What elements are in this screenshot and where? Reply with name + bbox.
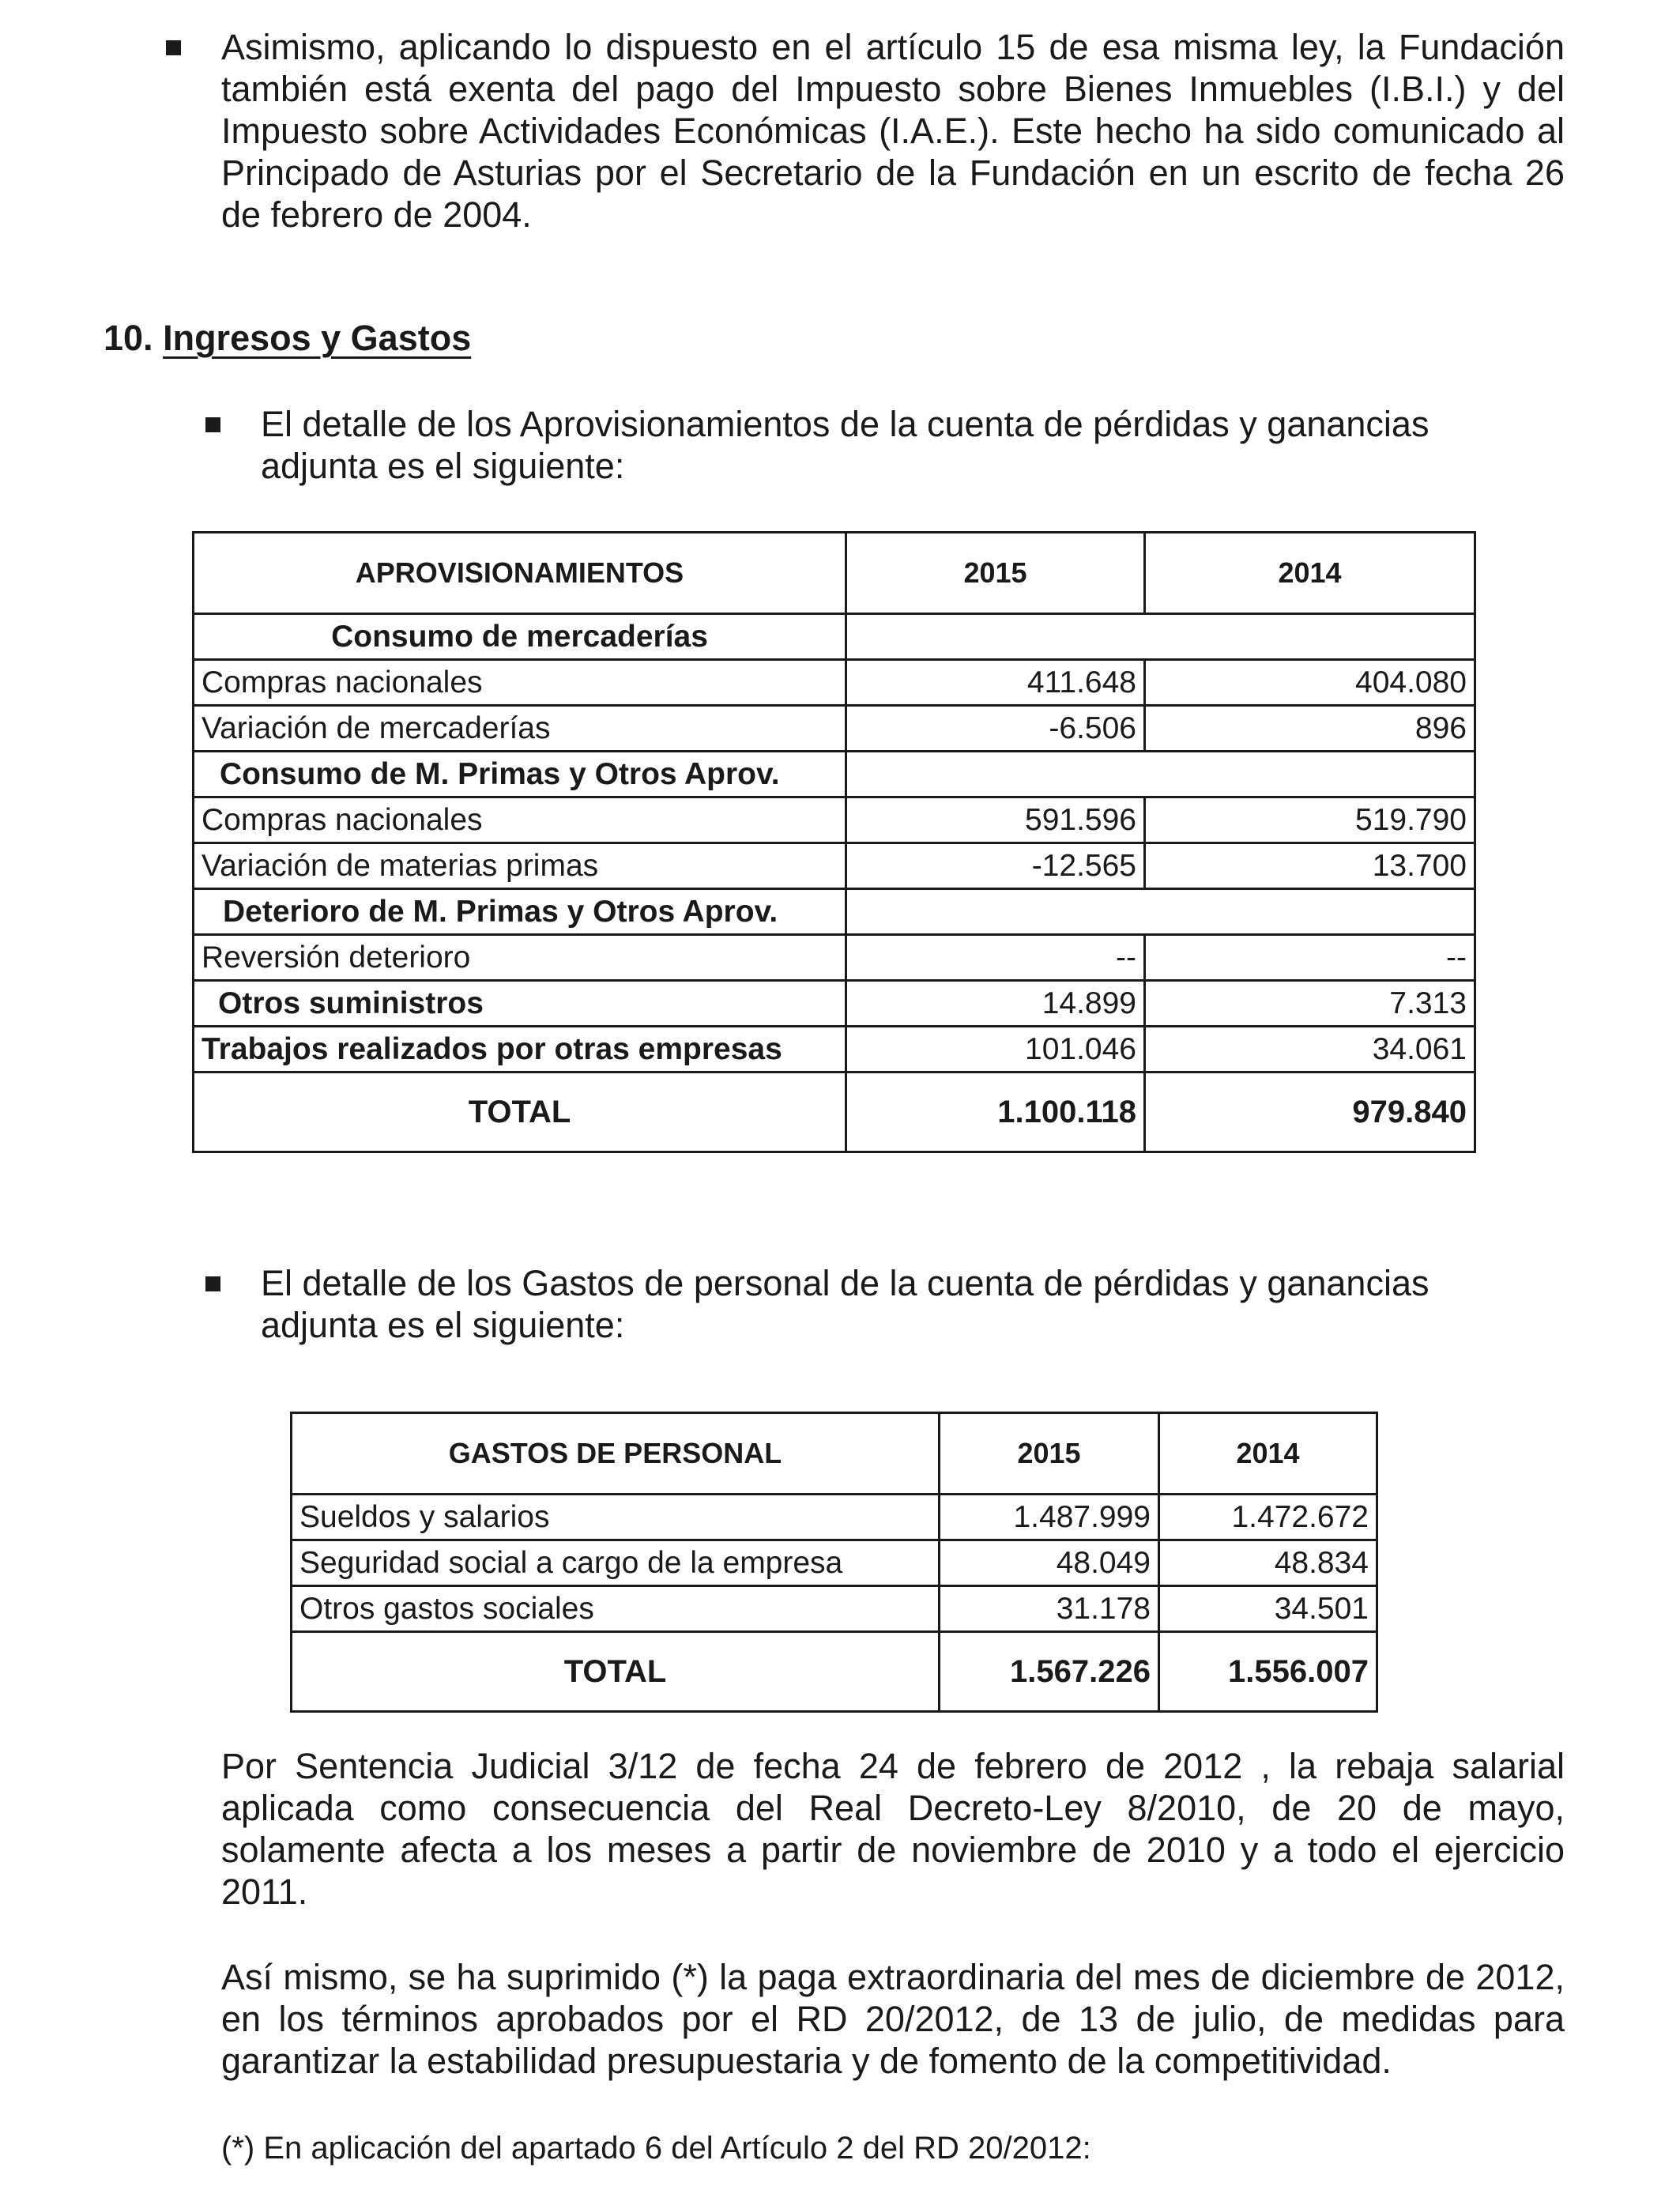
- value-2014: --: [1145, 935, 1475, 981]
- sentencia-paragraph: Por Sentencia Judicial 3/12 de fecha 24 de febrero de 2012 , la rebaja salarial aplicada como consecuencia del Real Decreto-Ley 8/2010, de 20 de mayo, solamente afecta a los meses a partir de noviembre de 2010 y a todo el ejercicio 2011.: [221, 1746, 1565, 1912]
- table-row: [292, 1495, 1377, 1540]
- value-2015: -12.565: [846, 843, 1145, 889]
- value-2014: 7.313: [1145, 981, 1475, 1027]
- section-label: Consumo de mercaderías: [194, 614, 846, 660]
- value-2015: 14.899: [846, 981, 1145, 1027]
- table-row: [194, 614, 1475, 660]
- total-row: [292, 1632, 1377, 1712]
- bullet-square: [166, 40, 181, 55]
- row-label: Otros gastos sociales: [292, 1586, 940, 1632]
- row-label: Reversión deterioro: [194, 935, 846, 981]
- row-label: Seguridad social a cargo de la empresa: [292, 1540, 940, 1586]
- total-row: [194, 1072, 1475, 1152]
- value-2015: -6.506: [846, 706, 1145, 752]
- aprovisionamientos-table: [192, 531, 1476, 1153]
- total-2014: 1.556.007: [1159, 1632, 1377, 1712]
- total-2015: 1.100.118: [846, 1072, 1145, 1152]
- header-cell: 2015: [846, 533, 1145, 614]
- asimismo-paragraph: Así mismo, se ha suprimido (*) la paga extraordinaria del mes de diciembre de 2012, en los términos aprobados por el RD 20/2012, de 13 de julio, de medidas para garantizar la estabilidad presupuestaria y de fomento de la competitividad.: [221, 1957, 1565, 2081]
- row-label: Trabajos realizados por otras empresas: [194, 1027, 846, 1072]
- value-2014: 896: [1145, 706, 1475, 752]
- empty-cell: [846, 889, 1475, 935]
- value-2014: 48.834: [1159, 1540, 1377, 1586]
- section-number: 10.: [104, 318, 153, 358]
- header-cell: 2014: [1159, 1413, 1377, 1495]
- table-row: [292, 1586, 1377, 1632]
- header-cell: 2014: [1145, 533, 1475, 614]
- header-cell: GASTOS DE PERSONAL: [292, 1413, 940, 1495]
- header-cell: APROVISIONAMIENTOS: [194, 533, 846, 614]
- section-label: Consumo de M. Primas y Otros Aprov.: [194, 752, 846, 797]
- total-label: TOTAL: [292, 1632, 940, 1712]
- value-2014: 519.790: [1145, 797, 1475, 843]
- value-2015: 1.487.999: [940, 1495, 1159, 1540]
- table-row: [194, 797, 1475, 843]
- section-label: Deterioro de M. Primas y Otros Aprov.: [194, 889, 846, 935]
- value-2015: 411.648: [846, 660, 1145, 706]
- value-2014: 13.700: [1145, 843, 1475, 889]
- table-row: [194, 706, 1475, 752]
- row-label: Otros suministros: [194, 981, 846, 1027]
- table-row: [194, 660, 1475, 706]
- row-label: Compras nacionales: [194, 660, 846, 706]
- section-title: Ingresos y Gastos: [163, 318, 472, 358]
- row-label: Compras nacionales: [194, 797, 846, 843]
- row-label: Variación de mercaderías: [194, 706, 846, 752]
- total-label: TOTAL: [194, 1072, 846, 1152]
- personal-intro-text: El detalle de los Gastos de personal de la cuenta de pérdidas y ganancias adjunta es el siguiente:: [261, 1263, 1430, 1345]
- table-header-row: [292, 1413, 1377, 1495]
- value-2015: 31.178: [940, 1586, 1159, 1632]
- section-heading: [104, 318, 471, 359]
- value-2014: 404.080: [1145, 660, 1475, 706]
- footnote: (*) En aplicación del apartado 6 del Artículo 2 del RD 20/2012:: [221, 2131, 1091, 2166]
- value-2014: 34.501: [1159, 1586, 1377, 1632]
- table-row: [194, 935, 1475, 981]
- value-2015: 48.049: [940, 1540, 1159, 1586]
- header-cell: 2015: [940, 1413, 1159, 1495]
- value-2014: 1.472.672: [1159, 1495, 1377, 1540]
- aprov-intro-text: El detalle de los Aprovisionamientos de la cuenta de pérdidas y ganancias adjunta es el siguiente:: [261, 404, 1430, 486]
- row-label: Variación de materias primas: [194, 843, 846, 889]
- intro-paragraph: Asimismo, aplicando lo dispuesto en el artículo 15 de esa misma ley, la Fundación también está exenta del pago del Impuesto sobre Bienes Inmuebles (I.B.I.) y del Impuesto sobre Actividades Económicas (I.A.E.). Este hecho ha sido comunicado al Principado de Asturias por el Secretario de la Fundación en un escrito de fecha 26 de febrero de 2004.: [221, 27, 1565, 235]
- value-2014: 34.061: [1145, 1027, 1475, 1072]
- total-2014: 979.840: [1145, 1072, 1475, 1152]
- table-header-row: [194, 533, 1475, 614]
- bullet-square: [205, 417, 220, 432]
- table-row: [194, 889, 1475, 935]
- table-row: [194, 1027, 1475, 1072]
- value-2015: 101.046: [846, 1027, 1145, 1072]
- value-2015: --: [846, 935, 1145, 981]
- empty-cell: [846, 614, 1475, 660]
- table-row: [194, 752, 1475, 797]
- value-2015: 591.596: [846, 797, 1145, 843]
- table-row: [194, 981, 1475, 1027]
- table-row: [194, 843, 1475, 889]
- table-row: [292, 1540, 1377, 1586]
- gastos-personal-table: [290, 1412, 1378, 1713]
- total-2015: 1.567.226: [940, 1632, 1159, 1712]
- row-label: Sueldos y salarios: [292, 1495, 940, 1540]
- bullet-square: [205, 1276, 220, 1291]
- empty-cell: [846, 752, 1475, 797]
